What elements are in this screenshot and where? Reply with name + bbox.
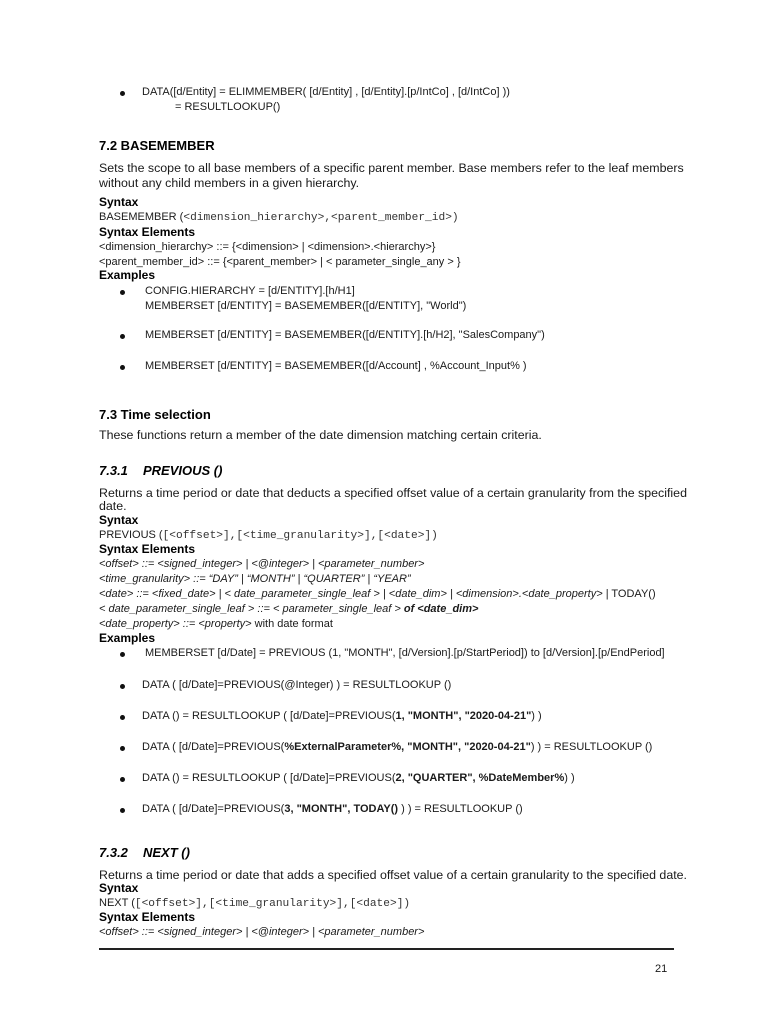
bullet [120, 746, 125, 751]
example-part: 1, "MONTH", "2020-04-21" [395, 710, 532, 722]
bullet [120, 808, 125, 813]
syntax-label: Syntax [99, 881, 139, 895]
syntax-element-part: with date format [251, 618, 333, 630]
example-part: ) ) [531, 710, 542, 722]
examples-label: Examples [99, 631, 156, 645]
syntax-element-part: <date> ::= <fixed_date> | < date_parameter_single_leaf > | <date_dim> | <dimension>.<date_property> [99, 588, 603, 600]
syntax-line [99, 528, 438, 543]
example-line: MEMBERSET [d/ENTITY] = BASEMEMBER([d/ENTITY].[h/H2], "SalesCompany") [145, 329, 545, 341]
example-part: ) ) [564, 772, 575, 784]
bullet [120, 777, 125, 782]
bullet [120, 91, 125, 96]
syntax-element [99, 617, 333, 631]
syntax-label: Syntax [99, 195, 139, 209]
example-part: 3, "MONTH", TODAY() [284, 803, 399, 815]
syntax-function-name: NEXT ( [99, 897, 135, 909]
subsection-title: PREVIOUS () [143, 463, 223, 478]
example-part: ) ) = RESULTLOOKUP () [398, 803, 523, 815]
syntax-line [99, 896, 410, 911]
bullet [120, 290, 125, 295]
example-line [142, 771, 575, 785]
bullet [120, 715, 125, 720]
syntax-elements-label: Syntax Elements [99, 910, 196, 924]
syntax-element-part: of <date_dim> [403, 603, 479, 615]
syntax-arguments: [<offset>],[<time_granularity>],[<date>]) [162, 530, 438, 542]
syntax-arguments: [<offset>],[<time_granularity>],[<date>]) [134, 898, 411, 910]
bullet [120, 652, 125, 657]
syntax-elements-label: Syntax Elements [99, 225, 196, 239]
example-line [142, 802, 523, 816]
bullet [120, 684, 125, 689]
syntax-element: <parent_member_id> ::= {<parent_member> | < parameter_single_any > } [99, 256, 461, 268]
subsection-number: 7.3.2 [99, 845, 128, 860]
page-number: 21 [655, 963, 668, 975]
example-line [142, 740, 652, 754]
section-heading-basemember: 7.2 BASEMEMBER [99, 138, 215, 153]
section-heading-time-selection: 7.3 Time selection [99, 407, 211, 422]
examples-label: Examples [99, 268, 156, 282]
syntax-element: <time_granularity> ::= “DAY” | “MONTH” | “QUARTER” | “YEAR” [99, 573, 411, 585]
example-part: DATA () = RESULTLOOKUP ( [d/Date]=PREVIOUS( [142, 772, 396, 784]
syntax-line [99, 210, 459, 225]
syntax-function-name: BASEMEMBER ( [99, 211, 184, 223]
subsection-heading-next [99, 845, 190, 860]
basemember-description: Sets the scope to all base members of a specific parent member. Base members refer to the leaf members [99, 161, 684, 175]
footer-divider [99, 948, 674, 950]
basemember-description-cont: without any child members in a given hierarchy. [99, 176, 360, 190]
syntax-element [99, 602, 478, 616]
subsection-title: NEXT () [143, 845, 190, 860]
syntax-elements-label: Syntax Elements [99, 542, 196, 556]
example-part: DATA () = RESULTLOOKUP ( [d/Date]=PREVIOUS( [142, 710, 396, 722]
top-code-line-continued: = RESULTLOOKUP() [175, 101, 281, 113]
syntax-element: <offset> ::= <signed_integer> | <@integer> | <parameter_number> [99, 558, 425, 570]
syntax-element: <offset> ::= <signed_integer> | <@integer> | <parameter_number> [99, 926, 425, 938]
syntax-element-part: | TODAY() [602, 588, 656, 600]
example-line: DATA ( [d/Date]=PREVIOUS(@Integer) ) = RESULTLOOKUP () [142, 679, 452, 691]
example-line: CONFIG.HIERARCHY = [d/ENTITY].[h/H1] [145, 285, 355, 297]
bullet [120, 334, 125, 339]
syntax-arguments: <dimension_hierarchy>,<parent_member_id>) [183, 212, 459, 224]
time-selection-description: These functions return a member of the date dimension matching certain criteria. [99, 428, 542, 442]
syntax-function-name: PREVIOUS ( [99, 529, 163, 541]
previous-description: Returns a time period or date that deducts a specified offset value of a certain granularity from the specified [99, 486, 687, 500]
syntax-element-part: <date_property> ::= <property> [99, 618, 252, 630]
example-part: %ExternalParameter%, "MONTH", "2020-04-21" [284, 741, 531, 753]
syntax-element [99, 587, 656, 601]
syntax-label: Syntax [99, 513, 139, 527]
example-part: DATA ( [d/Date]=PREVIOUS( [142, 803, 285, 815]
example-part: DATA ( [d/Date]=PREVIOUS( [142, 741, 285, 753]
syntax-element: <dimension_hierarchy> ::= {<dimension> | <dimension>.<hierarchy>} [99, 241, 436, 253]
subsection-number: 7.3.1 [99, 463, 128, 478]
example-part: ) ) = RESULTLOOKUP () [530, 741, 653, 753]
top-code-line: DATA([d/Entity] = ELIMMEMBER( [d/Entity] , [d/Entity].[p/IntCo] , [d/IntCo] )) [142, 86, 510, 98]
syntax-element-part: < date_parameter_single_leaf > ::= < parameter_single_leaf > [99, 603, 404, 615]
example-line: MEMBERSET [d/Date] = PREVIOUS (1, "MONTH", [d/Version].[p/StartPeriod]) to [d/Version].[p/EndPeriod] [145, 647, 665, 659]
subsection-heading-previous [99, 463, 222, 478]
bullet [120, 365, 125, 370]
next-description: Returns a time period or date that adds a specified offset value of a certain granularity to the specified date. [99, 868, 687, 882]
example-line: MEMBERSET [d/ENTITY] = BASEMEMBER([d/ENTITY], "World") [145, 300, 467, 312]
previous-description-cont: date. [99, 499, 127, 513]
example-line: MEMBERSET [d/ENTITY] = BASEMEMBER([d/Account] , %Account_Input% ) [145, 360, 527, 372]
example-line [142, 709, 542, 723]
example-part: 2, "QUARTER", %DateMember% [395, 772, 565, 784]
